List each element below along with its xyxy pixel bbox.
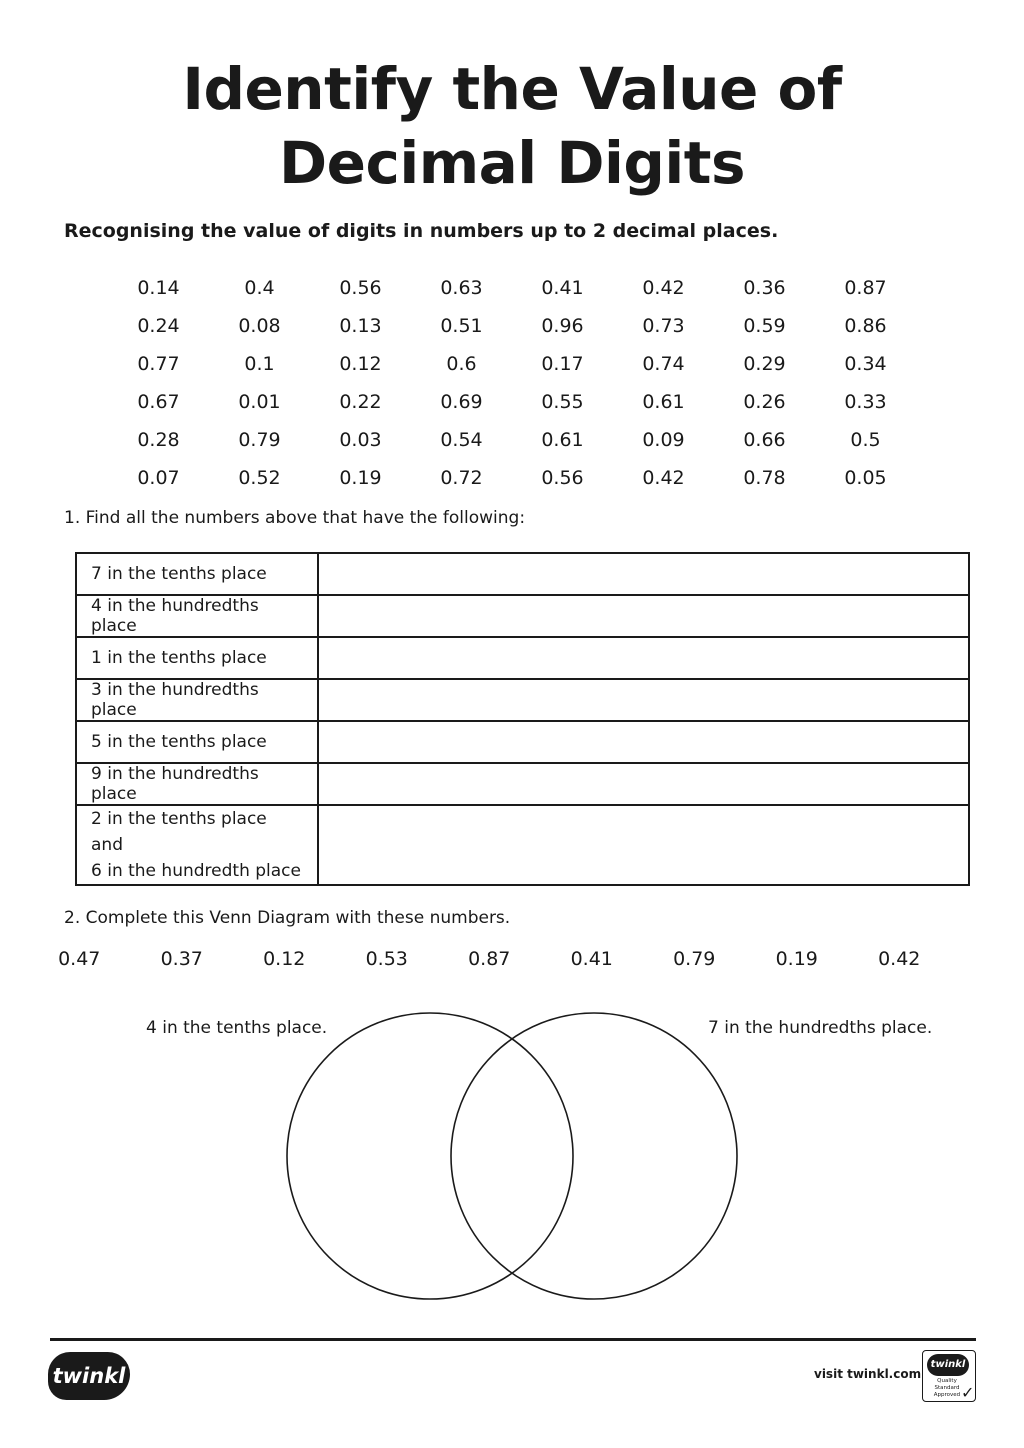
- grid-number: 0.24: [137, 315, 180, 337]
- grid-number: 0.69: [440, 391, 483, 413]
- grid-number: 0.07: [137, 467, 180, 489]
- venn-right-label: 7 in the hundredths place.: [708, 1018, 933, 1038]
- title-line-2: Decimal Digits: [278, 129, 746, 197]
- row-label-line: 6 in the hundredth place: [91, 861, 301, 881]
- grid-number: 0.59: [743, 315, 786, 337]
- venn-number[interactable]: 0.53: [365, 948, 408, 970]
- venn-right-circle[interactable]: [451, 1013, 737, 1299]
- grid-number: 0.36: [743, 277, 786, 299]
- grid-number: 0.66: [743, 429, 786, 451]
- grid-number: 0.42: [642, 277, 685, 299]
- grid-number: 0.03: [339, 429, 382, 451]
- grid-number: 0.74: [642, 353, 685, 375]
- grid-number: 0.22: [339, 391, 382, 413]
- grid-number: 0.51: [440, 315, 483, 337]
- grid-number: 0.6: [446, 353, 477, 375]
- footer-divider: [50, 1338, 976, 1341]
- grid-number: 0.61: [541, 429, 584, 451]
- grid-number: 0.86: [844, 315, 887, 337]
- grid-number: 0.67: [137, 391, 180, 413]
- grid-number: 0.87: [844, 277, 887, 299]
- grid-number: 0.14: [137, 277, 180, 299]
- venn-number[interactable]: 0.79: [673, 948, 716, 970]
- grid-number: 0.29: [743, 353, 786, 375]
- grid-number: 0.34: [844, 353, 887, 375]
- grid-number: 0.12: [339, 353, 382, 375]
- quality-badge: [922, 1350, 976, 1402]
- question-2: 2. Complete this Venn Diagram with these numbers.: [64, 908, 511, 928]
- subtitle: Recognising the value of digits in numbers up to 2 decimal places.: [64, 220, 779, 242]
- grid-number: 0.52: [238, 467, 281, 489]
- venn-number[interactable]: 0.47: [58, 948, 101, 970]
- grid-number: 0.77: [137, 353, 180, 375]
- badge-text: Quality Standard Approved: [933, 1378, 961, 1398]
- venn-number[interactable]: 0.19: [775, 948, 818, 970]
- question-1: 1. Find all the numbers above that have the following:: [64, 508, 526, 528]
- venn-number[interactable]: 0.42: [878, 948, 921, 970]
- badge-logo: twinkl: [927, 1354, 969, 1376]
- grid-number: 0.55: [541, 391, 584, 413]
- row-label-line: 2 in the tenths place and: [91, 809, 267, 855]
- grid-number: 0.72: [440, 467, 483, 489]
- grid-number: 0.19: [339, 467, 382, 489]
- visit-link[interactable]: visit twinkl.com: [814, 1367, 922, 1381]
- grid-number: 0.96: [541, 315, 584, 337]
- grid-number: 0.41: [541, 277, 584, 299]
- row-label: 1 in the tenths place: [76, 637, 318, 679]
- twinkl-logo[interactable]: twinkl: [48, 1352, 130, 1400]
- row-label: 9 in the hundredths place: [76, 763, 318, 805]
- grid-number: 0.08: [238, 315, 281, 337]
- venn-left-label: 4 in the tenths place.: [146, 1018, 328, 1038]
- row-label: 5 in the tenths place: [76, 721, 318, 763]
- venn-number[interactable]: 0.12: [263, 948, 306, 970]
- grid-number: 0.79: [238, 429, 281, 451]
- grid-number: 0.26: [743, 391, 786, 413]
- grid-number: 0.13: [339, 315, 382, 337]
- venn-left-circle[interactable]: [287, 1013, 573, 1299]
- grid-number: 0.09: [642, 429, 685, 451]
- venn-number[interactable]: 0.41: [570, 948, 613, 970]
- grid-number: 0.42: [642, 467, 685, 489]
- grid-number: 0.17: [541, 353, 584, 375]
- grid-number: 0.4: [244, 277, 275, 299]
- grid-number: 0.61: [642, 391, 685, 413]
- grid-number: 0.73: [642, 315, 685, 337]
- grid-number: 0.5: [850, 429, 881, 451]
- grid-number: 0.33: [844, 391, 887, 413]
- checkmark-icon: ✓: [961, 1383, 975, 1402]
- grid-number: 0.78: [743, 467, 786, 489]
- row-label: 3 in the hundredths place: [76, 679, 318, 721]
- grid-number: 0.01: [238, 391, 281, 413]
- grid-number: 0.1: [244, 353, 275, 375]
- title-line-1: Identify the Value of: [182, 55, 842, 123]
- row-label: 4 in the hundredths place: [76, 595, 318, 637]
- venn-number[interactable]: 0.87: [468, 948, 511, 970]
- grid-number: 0.05: [844, 467, 887, 489]
- grid-number: 0.28: [137, 429, 180, 451]
- grid-number: 0.56: [339, 277, 382, 299]
- venn-number[interactable]: 0.37: [160, 948, 203, 970]
- grid-number: 0.54: [440, 429, 483, 451]
- grid-number: 0.56: [541, 467, 584, 489]
- grid-number: 0.63: [440, 277, 483, 299]
- row-label: 7 in the tenths place: [76, 553, 318, 595]
